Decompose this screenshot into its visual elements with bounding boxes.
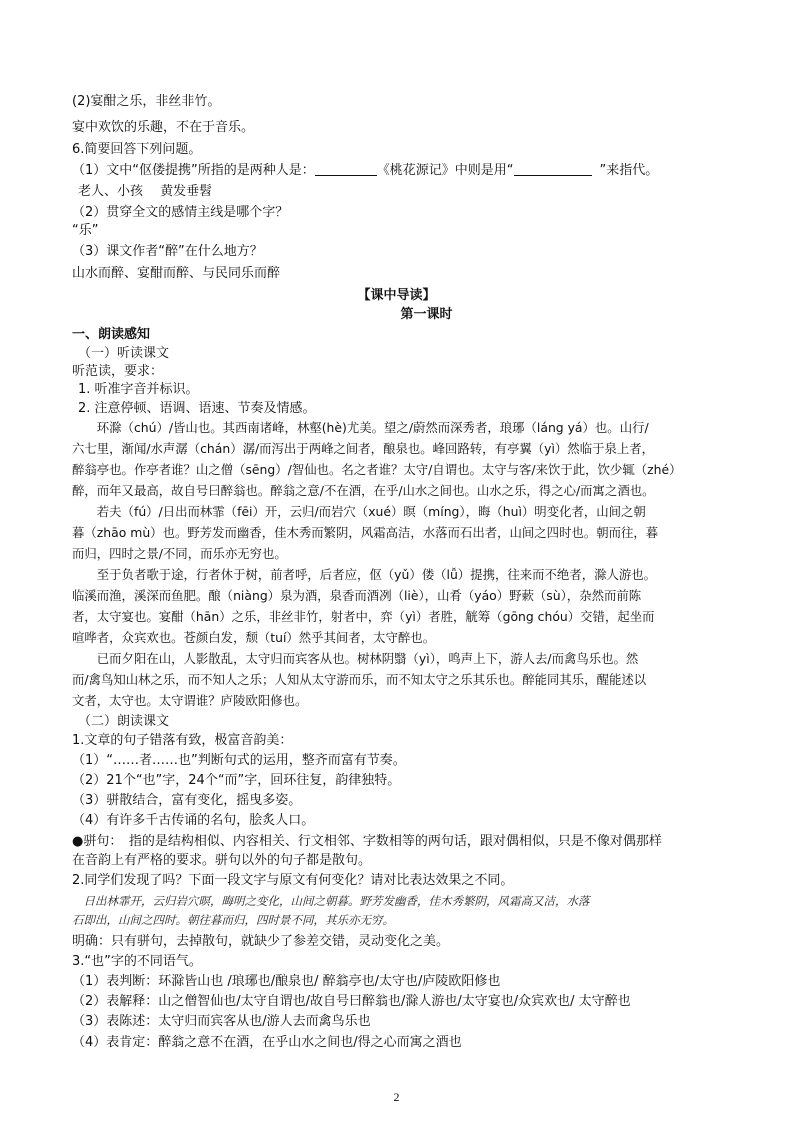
pianju-definition: ●骈句： 指的是结构相似、内容相关、行文相邻、字数相等的两句话，跟对偶相似，只是不像对偶那样: [72, 834, 662, 849]
q5-2-text: (2)宴酣之乐，非丝非竹。: [72, 94, 221, 109]
point-1: 1.文章的句子错落有致，极富音韵美：: [72, 733, 293, 748]
q6-1-answer: 老人、小孩 黄发垂髫: [78, 184, 213, 199]
point-1-2: （2）21个“也”字，24个“而”字，回环往复，韵律独特。: [72, 773, 401, 788]
q6-2-answer: “乐”: [72, 223, 99, 238]
point-1-3: （3）骈散结合，富有变化，摇曳多姿。: [72, 793, 302, 808]
q6-3-question: （3）课文作者“醉”在什么地方？: [72, 244, 263, 259]
text-line: 环滁（chú）/皆山也。其西南诸峰，林壑(hè)尤美。望之/蔚然而深秀者，琅琊（láng yá）也。山行/: [72, 420, 649, 435]
text-line: 临溪而渔，溪深而鱼肥。酿（niàng）泉为酒，泉香而酒冽（liè），山肴（yáo）野蔌（sù），杂然而前陈: [72, 588, 642, 603]
text-line: 暮（zhāo mù）也。野芳发而幽香，佳木秀而繁阴，风霜高洁，水落而石出者，山间之四时也。朝而往，暮: [72, 525, 659, 540]
section-subtitle: 第一课时: [400, 307, 453, 322]
point-3-3: （3）表陈述：太守归而宾客从也/游人去而禽鸟乐也: [72, 1014, 371, 1029]
answer-blank-2: [514, 163, 592, 176]
page-number: 2: [393, 1090, 400, 1104]
point-2: 2.同学们发现了吗？下面一段文字与原文有何变化？请对比表达效果之不同。: [72, 873, 514, 888]
point-3-2: （2）表解释：山之僧智仙也/太守自谓也/故自号曰醉翁也/滁人游也/太守宴也/众宾欢也/ 太守醉也: [72, 994, 631, 1009]
text-line: 而归，四时之景/不同，而乐亦无穷也。: [72, 546, 287, 561]
mingque-note: 明确：只有骈句，去掉散句，就缺少了参差交错，灵动变化之美。: [72, 934, 450, 949]
handwritten-text: 日出林霏开，云归岩穴暝，晦明之变化，山间之朝暮。野芳发幽香，佳木秀繁阴，风霜高又洁，水落: [72, 894, 590, 908]
q6-3-answer: 山水而醉、宴酣而醉、与民同乐而醉: [72, 266, 281, 281]
part2-sub2: （二）朗读课文: [78, 714, 170, 729]
part1-heading: 一、朗读感知: [72, 327, 151, 342]
text-line: 醉翁亭也。作亭者谁？山之僧（sēng）/智仙也。名之者谁？太守/自谓也。太守与客/来饮于此，饮少辄（zhé）: [72, 462, 682, 477]
text-line: 至于负者歌于途，行者休于树，前者呼，后者应，伛（yǔ）偻（lǚ）提携，往来而不绝者，滁人游也。: [72, 567, 657, 582]
section-title: 【课中导读】: [357, 288, 436, 303]
q6-1-question: （1）文中“伛偻提携”所指的是两种人是： 《桃花源记》中则是用“ ”来指代。: [72, 163, 659, 178]
point-1-1: （1）“……者……也”判断句式的运用，整齐而富有节奏。: [72, 753, 406, 768]
requirement-1: 1. 听准字音并标识。: [78, 382, 199, 397]
pianju-definition-cont: 在音韵上有严格的要求。骈句以外的句子都是散句。: [72, 853, 372, 868]
text-line: 若夫（fú）/日出而林霏（fēi）开，云归/而岩穴（xué）暝（míng），晦（huì）明变化者，山间之朝: [72, 504, 646, 519]
point-3: 3.“也”字的不同语气。: [72, 954, 202, 969]
text-line: 醉，而年又最高，故自号曰醉翁也。醉翁之意/不在酒，在乎/山水之间也。山水之乐，得之心/而寓之酒也。: [72, 483, 655, 498]
text-line: 者，太守宴也。宴酣（hān）之乐，非丝非竹，射者中，弈（yì）者胜，觥筹（gōng chóu）交错，起坐而: [72, 609, 655, 624]
q6-2-question: （2）贯穿全文的感情主线是哪个字？: [72, 205, 289, 220]
text-line: 文者，太守也。太守谓谁？庐陵欧阳修也。: [72, 693, 308, 708]
text-line: 六七里，渐闻/水声潺（chán）潺/而泻出于两峰之间者，酿泉也。峰回路转，有亭翼（yì）然临于泉上者，: [72, 441, 655, 456]
point-3-4: （4）表肯定：醉翁之意不在酒，在乎山水之间也/得之心而寓之酒也: [72, 1035, 462, 1050]
handwritten-text: 石即出，山间之四时。朝往暮而归，四时景不同，其乐亦无穷。: [72, 913, 394, 927]
answer-blank-1: [315, 163, 377, 176]
point-1-4: （4）有许多千古传诵的名句，脍炙人口。: [72, 813, 315, 828]
text-line: 已而夕阳在山，人影散乱，太守归而宾客从也。树林阴翳（yì），鸣声上下，游人去/而禽鸟乐也。然: [72, 651, 639, 666]
text-line: 而/禽鸟知山林之乐，而不知人之乐；人知从太守游而乐，而不知太守之乐其乐也。醉能同其乐，醒能述以: [72, 672, 647, 687]
requirement-2: 2. 注意停顿、语调、语速、节奏及情感。: [78, 401, 316, 416]
q5-2-answer: 宴中欢饮的乐趣，不在于音乐。: [72, 120, 255, 135]
part1-sub1: （一）听读课文: [78, 346, 170, 361]
point-3-1: （1）表判断：环滁皆山也 /琅琊也/酿泉也/ 醉翁亭也/太守也/庐陵欧阳修也: [72, 974, 501, 989]
part1-intro: 听范读，要求：: [72, 364, 164, 379]
text-line: 喧哗者，众宾欢也。苍颜白发，颓（tuí）然乎其间者，太守醉也。: [72, 630, 436, 645]
q6-heading: 6.简要回答下列问题。: [72, 142, 202, 157]
